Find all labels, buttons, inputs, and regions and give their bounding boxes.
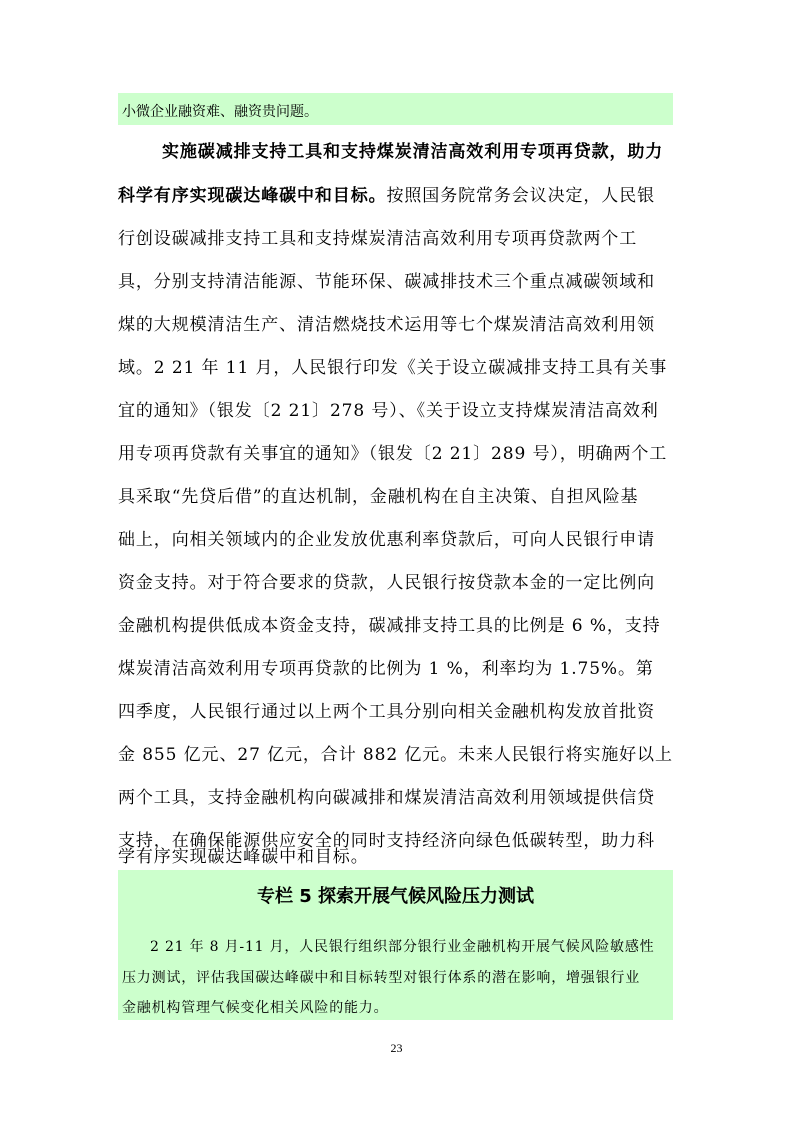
- para-bold-heading-1: 实施碳减排支持工具和支持煤炭清洁高效利用专项再贷款，助力: [162, 142, 664, 162]
- column-line: 金融机构管理气候变化相关风险的能力。: [122, 1000, 389, 1016]
- para-line: 用专项再贷款有关事宜的通知》（银发〔2 21〕289 号），明确两个工: [118, 444, 668, 464]
- top-line: 小微企业融资难、融资贵问题。: [122, 104, 318, 120]
- column-line: 压力测试，评估我国碳达峰碳中和目标转型对银行体系的潜在影响，增强银行业: [122, 970, 640, 986]
- para-line: 煤的大规模清洁生产、清洁燃烧技术运用等七个煤炭清洁高效利用领: [118, 315, 655, 335]
- para-line-2: [118, 181, 655, 206]
- para-line: 金融机构提供低成本资金支持，碳减排支持工具的比例是 6 %，支持: [118, 616, 661, 636]
- column-title: 专栏 5 探索开展气候风险压力测试: [256, 886, 535, 907]
- column-box: [118, 870, 673, 1020]
- page-number: 23: [390, 1041, 403, 1055]
- para-line: 宜的通知》（银发〔2 21〕278 号）、《关于设立支持煤炭清洁高效利: [118, 401, 659, 421]
- para-line: 具，分别支持清洁能源、节能环保、碳减排技术三个重点减碳领域和: [118, 272, 655, 292]
- para-line: 四季度，人民银行通过以上两个工具分别向相关金融机构发放首批资: [118, 702, 655, 722]
- para-line: 金 855 亿元、27 亿元，合计 882 亿元。未来人民银行将实施好以上: [118, 745, 673, 765]
- para-line: 础上，向相关领域内的企业发放优惠利率贷款后，可向人民银行申请: [118, 530, 655, 550]
- column-line: 2 21 年 8 月-11 月，人民银行组织部分银行业金融机构开展气候风险敏感性: [150, 939, 655, 955]
- para-line: 域。2 21 年 11 月，人民银行印发《关于设立碳减排支持工具有关事: [118, 358, 668, 378]
- para-line: 煤炭清洁高效利用专项再贷款的比例为 1 %，利率均为 1.75%。第: [118, 659, 654, 679]
- para-line-1: [162, 137, 663, 162]
- para-line-2-text: 按照国务院常务会议决定，人民银: [386, 186, 655, 206]
- para-line: 行创设碳减排支持工具和支持煤炭清洁高效利用专项再贷款两个工: [118, 229, 638, 249]
- para-line: 具采取“先贷后借”的直达机制，金融机构在自主决策、自担风险基: [118, 487, 639, 507]
- para-line: 资金支持。对于符合要求的贷款，人民银行按贷款本金的一定比例向: [118, 573, 655, 593]
- para-line: 支持，在确保能源供应安全的同时支持经济向绿色低碳转型，助力科: [118, 831, 655, 851]
- para-bold-heading-2: 科学有序实现碳达峰碳中和目标。: [118, 186, 387, 206]
- para-line-last: 学有序实现碳达峰碳中和目标。: [118, 847, 369, 867]
- para-line: 两个工具，支持金融机构向碳减排和煤炭清洁高效利用领域提供信贷: [118, 788, 655, 808]
